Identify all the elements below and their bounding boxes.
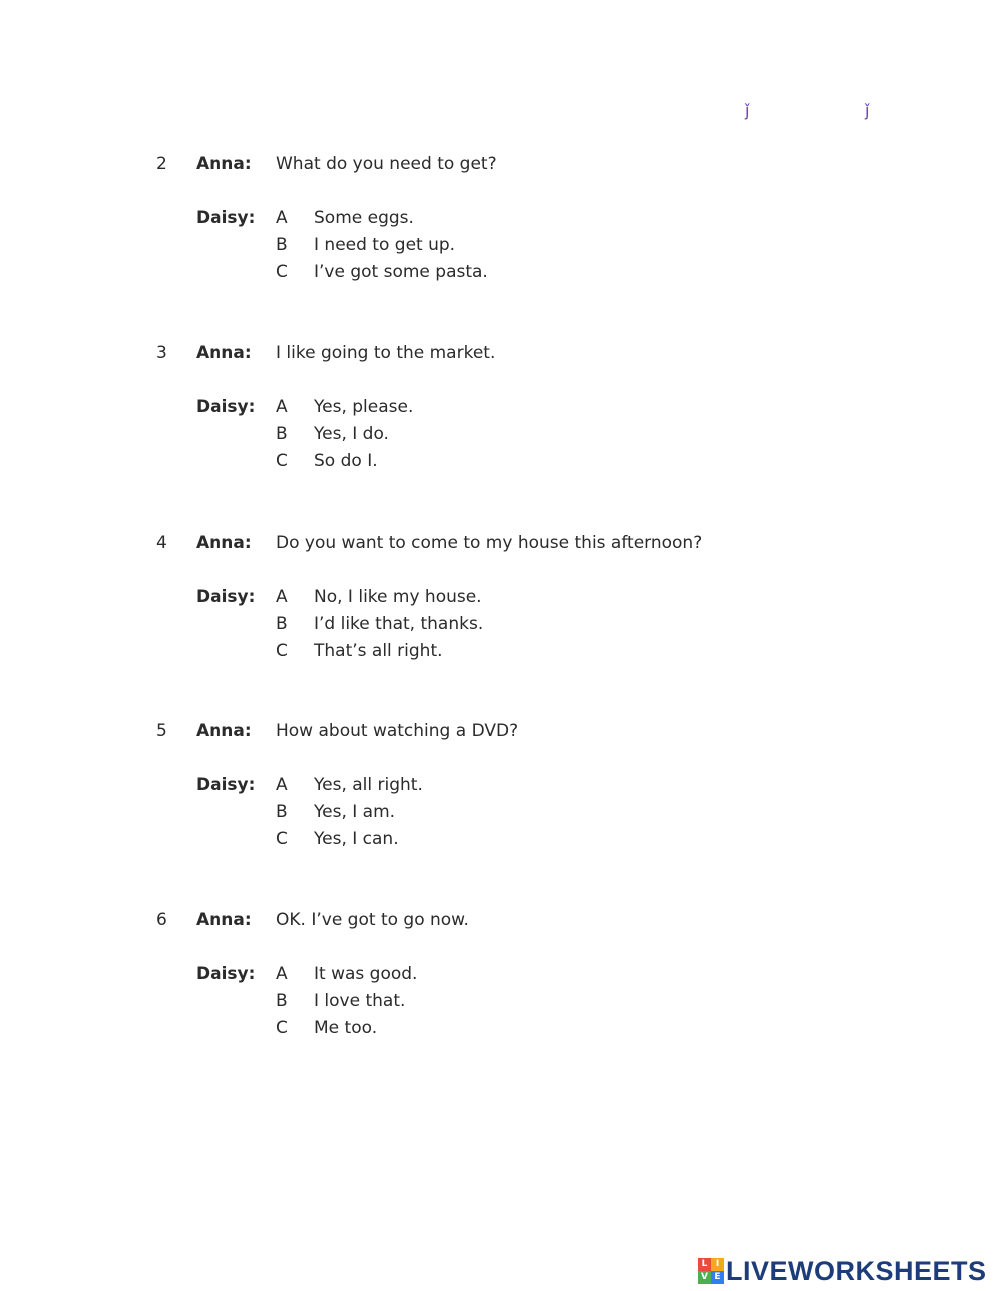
question-prompt: What do you need to get? bbox=[276, 154, 497, 174]
option-c[interactable] bbox=[276, 829, 399, 849]
option-letter: B bbox=[276, 802, 288, 822]
option-a[interactable] bbox=[276, 587, 482, 607]
option-letter: C bbox=[276, 829, 288, 849]
option-text: Yes, I do. bbox=[314, 424, 389, 444]
option-letter: A bbox=[276, 397, 288, 417]
responder-label: Daisy: bbox=[196, 208, 256, 228]
question-prompt: Do you want to come to my house this afternoon? bbox=[276, 533, 703, 553]
option-letter: A bbox=[276, 775, 288, 795]
question-prompt: OK. I’ve got to go now. bbox=[276, 910, 469, 930]
option-text: Yes, all right. bbox=[314, 775, 423, 795]
header-mark: ǰ bbox=[745, 101, 750, 120]
option-a[interactable] bbox=[276, 397, 413, 417]
option-letter: A bbox=[276, 964, 288, 984]
header-mark: ǰ bbox=[865, 101, 870, 120]
option-text: No, I like my house. bbox=[314, 587, 482, 607]
question-number: 4 bbox=[156, 533, 167, 553]
option-text: Me too. bbox=[314, 1018, 378, 1038]
liveworksheets-logo-icon bbox=[698, 1258, 724, 1284]
option-b[interactable] bbox=[276, 614, 483, 634]
option-letter: A bbox=[276, 587, 288, 607]
option-text: Yes, please. bbox=[314, 397, 414, 417]
liveworksheets-brand bbox=[698, 1257, 987, 1285]
option-letter: B bbox=[276, 235, 288, 255]
logo-letter: I bbox=[711, 1258, 724, 1271]
option-text: So do I. bbox=[314, 451, 378, 471]
option-letter: C bbox=[276, 451, 288, 471]
option-text: I love that. bbox=[314, 991, 406, 1011]
option-text: It was good. bbox=[314, 964, 418, 984]
logo-letter: L bbox=[698, 1258, 711, 1271]
option-a[interactable] bbox=[276, 208, 414, 228]
responder-label: Daisy: bbox=[196, 587, 256, 607]
option-c[interactable] bbox=[276, 262, 488, 282]
question-prompt: I like going to the market. bbox=[276, 343, 496, 363]
option-c[interactable] bbox=[276, 641, 443, 661]
option-a[interactable] bbox=[276, 775, 423, 795]
logo-letter: E bbox=[711, 1271, 724, 1284]
option-a[interactable] bbox=[276, 964, 417, 984]
option-c[interactable] bbox=[276, 1018, 377, 1038]
option-text: That’s all right. bbox=[314, 641, 443, 661]
option-b[interactable] bbox=[276, 991, 405, 1011]
logo-letter: V bbox=[698, 1271, 711, 1284]
option-text: I’d like that, thanks. bbox=[314, 614, 484, 634]
question-number: 2 bbox=[156, 154, 167, 174]
responder-label: Daisy: bbox=[196, 964, 256, 984]
question-number: 5 bbox=[156, 721, 167, 741]
option-text: Yes, I can. bbox=[314, 829, 399, 849]
option-letter: B bbox=[276, 614, 288, 634]
option-text: Yes, I am. bbox=[314, 802, 396, 822]
option-c[interactable] bbox=[276, 451, 378, 471]
responder-label: Daisy: bbox=[196, 775, 256, 795]
speaker-label: Anna: bbox=[196, 154, 252, 174]
question-number: 6 bbox=[156, 910, 167, 930]
option-letter: C bbox=[276, 641, 288, 661]
header-marks bbox=[745, 101, 875, 124]
question-prompt: How about watching a DVD? bbox=[276, 721, 519, 741]
option-text: I’ve got some pasta. bbox=[314, 262, 488, 282]
option-b[interactable] bbox=[276, 802, 395, 822]
option-letter: C bbox=[276, 262, 288, 282]
speaker-label: Anna: bbox=[196, 343, 252, 363]
speaker-label: Anna: bbox=[196, 721, 252, 741]
option-letter: C bbox=[276, 1018, 288, 1038]
option-letter: B bbox=[276, 991, 288, 1011]
responder-label: Daisy: bbox=[196, 397, 256, 417]
option-letter: B bbox=[276, 424, 288, 444]
option-b[interactable] bbox=[276, 235, 455, 255]
option-text: Some eggs. bbox=[314, 208, 414, 228]
option-text: I need to get up. bbox=[314, 235, 456, 255]
brand-name: LIVEWORKSHEETS bbox=[726, 1256, 987, 1286]
speaker-label: Anna: bbox=[196, 533, 252, 553]
option-b[interactable] bbox=[276, 424, 389, 444]
speaker-label: Anna: bbox=[196, 910, 252, 930]
question-number: 3 bbox=[156, 343, 167, 363]
option-letter: A bbox=[276, 208, 288, 228]
